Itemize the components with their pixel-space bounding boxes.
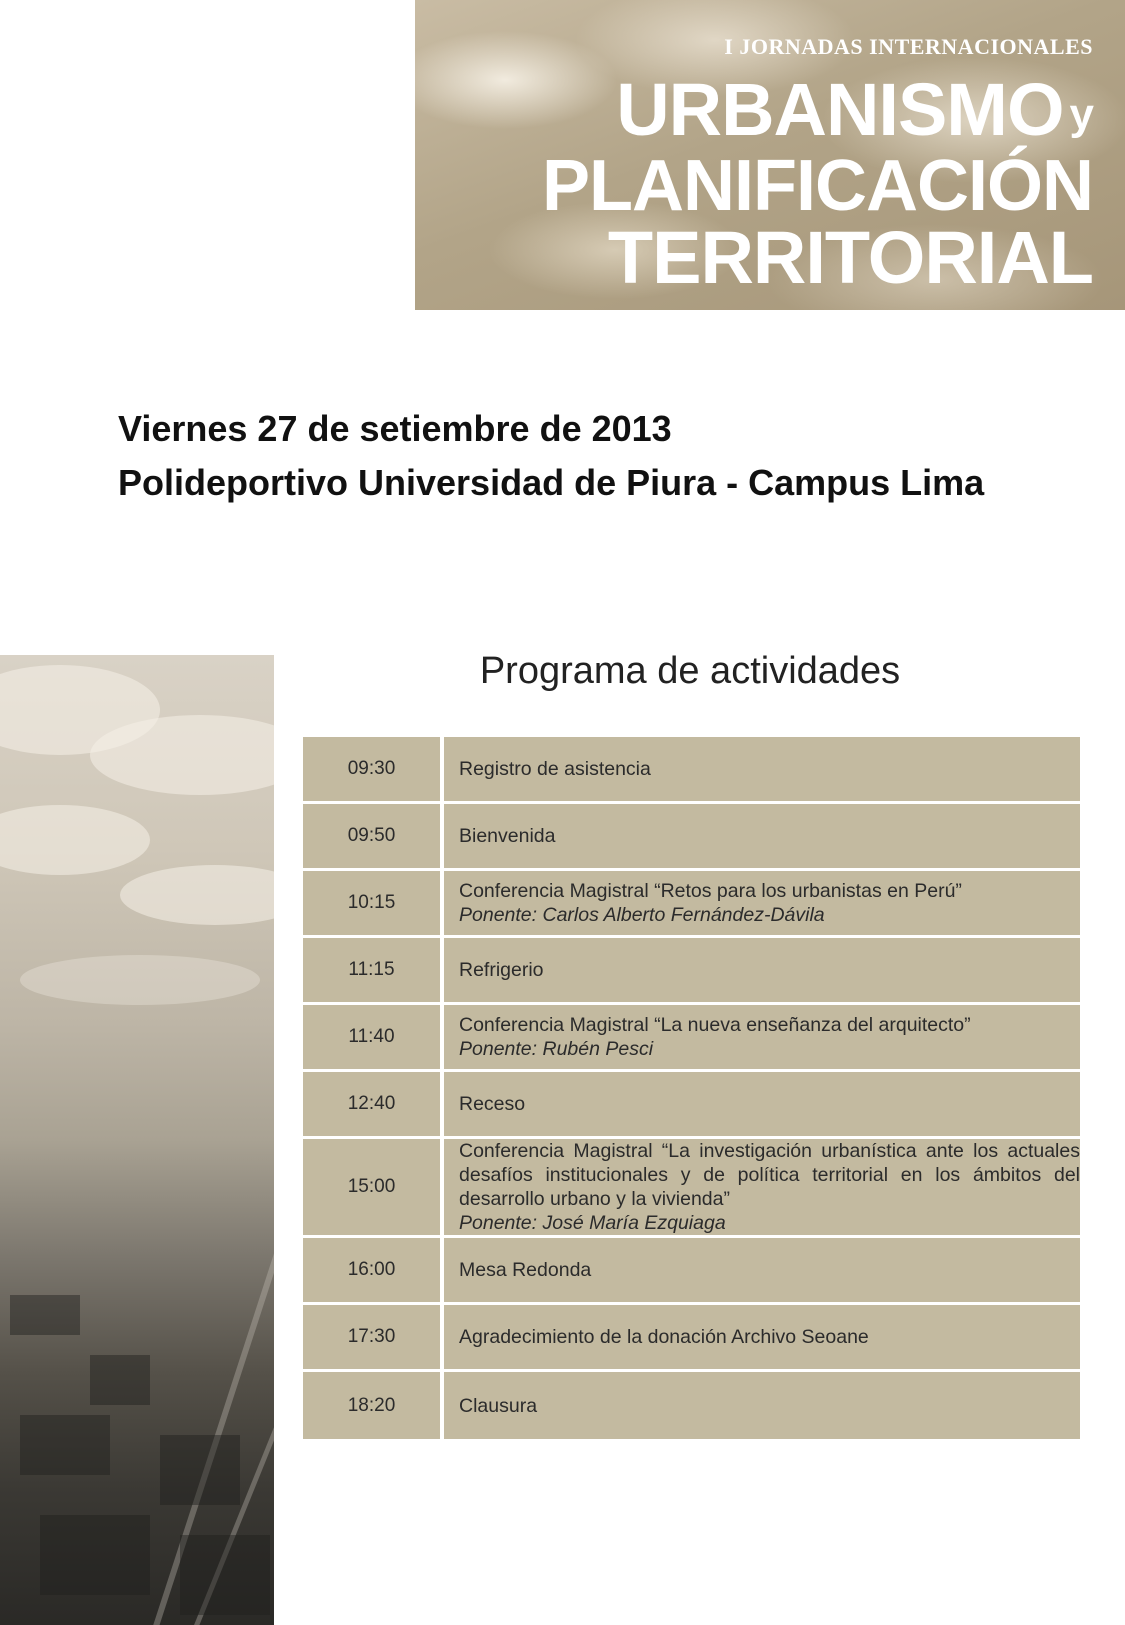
schedule-row	[303, 938, 1080, 1005]
schedule-table	[303, 737, 1080, 1439]
row-activity	[444, 1072, 1080, 1136]
row-time: 09:30	[303, 737, 444, 801]
row-time: 12:40	[303, 1072, 444, 1136]
row-time: 16:00	[303, 1238, 444, 1302]
activity-title: Receso	[459, 1093, 526, 1115]
row-activity	[444, 1139, 1080, 1235]
banner-connector: y	[1069, 90, 1093, 139]
banner-title-line-2: PLANIFICACIÓN	[542, 146, 1093, 226]
activity-title: Registro de asistencia	[459, 758, 651, 780]
activity-speaker: Ponente: Carlos Alberto Fernández-Dávila	[459, 904, 825, 926]
schedule-row	[303, 1139, 1080, 1238]
event-date: Viernes 27 de setiembre de 2013	[118, 408, 672, 449]
row-activity	[444, 871, 1080, 935]
row-activity	[444, 938, 1080, 1002]
schedule-row	[303, 1072, 1080, 1139]
row-time: 11:40	[303, 1005, 444, 1069]
city-aerial-image	[0, 655, 274, 1625]
banner-kicker: I JORNADAS INTERNACIONALES	[724, 34, 1093, 59]
activity-title: Conferencia Magistral “La investigación urbanística ante los actuales desafíos institucionales y de política territorial en los ámbitos del desarrollo urbano y la vivienda”	[459, 1140, 1080, 1210]
activity-title: Conferencia Magistral “La nueva enseñanza del arquitecto”	[459, 1014, 971, 1036]
activity-title: Agradecimiento de la donación Archivo Seoane	[459, 1326, 869, 1348]
row-activity	[444, 1005, 1080, 1069]
schedule-row	[303, 1238, 1080, 1305]
row-time: 10:15	[303, 871, 444, 935]
row-time: 17:30	[303, 1305, 444, 1369]
row-activity	[444, 804, 1080, 868]
banner-title-line-3: TERRITORIAL	[607, 216, 1093, 299]
banner-title-line-1	[616, 70, 1093, 155]
activity-title: Clausura	[459, 1394, 538, 1417]
row-time: 18:20	[303, 1372, 444, 1439]
activity-title: Conferencia Magistral “Retos para los urbanistas en Perú”	[459, 880, 962, 902]
activity-speaker: Ponente: José María Ezquiaga	[459, 1212, 726, 1234]
row-activity	[444, 1305, 1080, 1369]
schedule-row	[303, 871, 1080, 938]
program-title: Programa de actividades	[479, 650, 901, 692]
schedule-row	[303, 737, 1080, 804]
row-activity	[444, 1372, 1080, 1439]
row-time: 15:00	[303, 1139, 444, 1235]
banner-word-urbanismo: URBANISMO	[616, 68, 1064, 151]
header-banner	[415, 0, 1125, 310]
schedule-row	[303, 1372, 1080, 1439]
schedule-row	[303, 1005, 1080, 1072]
activity-title: Bienvenida	[459, 825, 556, 847]
row-activity	[444, 1238, 1080, 1302]
schedule-row	[303, 1305, 1080, 1372]
activity-title: Mesa Redonda	[459, 1259, 592, 1281]
activity-title: Refrigerio	[459, 959, 544, 981]
activity-speaker: Ponente: Rubén Pesci	[459, 1038, 654, 1060]
row-time: 09:50	[303, 804, 444, 868]
row-time: 11:15	[303, 938, 444, 1002]
event-venue: Polideportivo Universidad de Piura - Campus Lima	[118, 462, 985, 503]
row-activity	[444, 737, 1080, 801]
schedule-row	[303, 804, 1080, 871]
